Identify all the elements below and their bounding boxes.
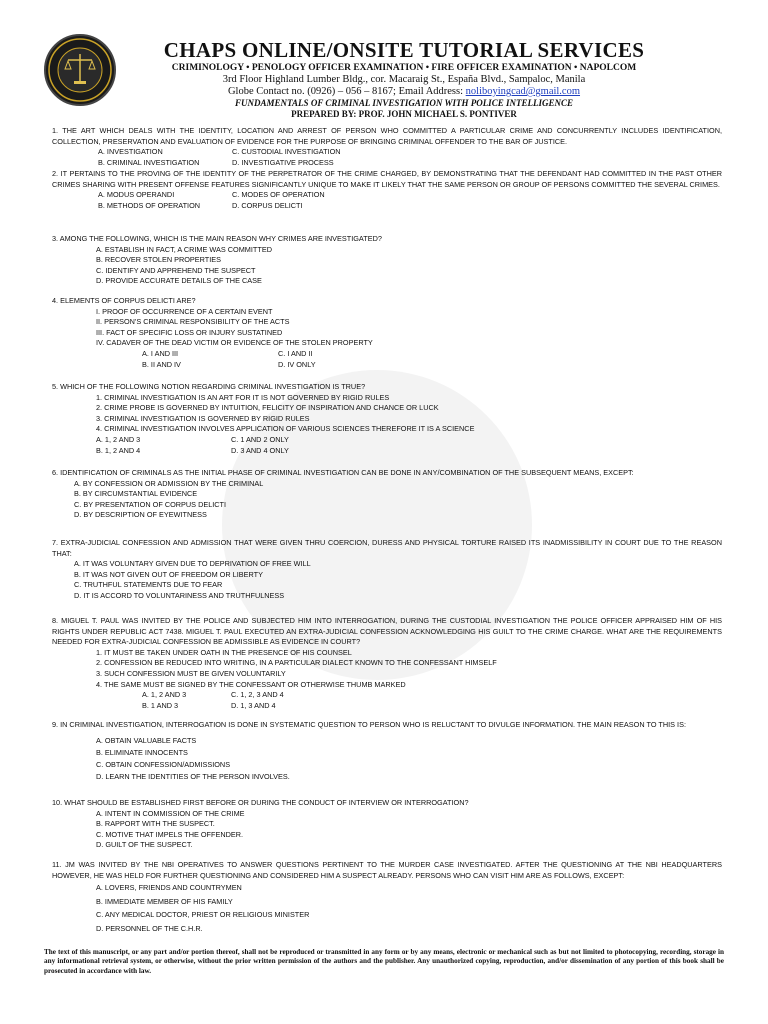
option-a: A. INVESTIGATION [98, 147, 163, 157]
statement-i: I. PROOF OF OCCURRENCE OF A CERTAIN EVENT [96, 306, 273, 316]
option-b: B. IMMEDIATE MEMBER OF HIS FAMILY [96, 896, 233, 906]
option-c: C. ANY MEDICAL DOCTOR, PRIEST OR RELIGIOUS MINISTER [96, 910, 310, 920]
question-text: 11. JM WAS INVITED BY THE NBI OPERATIVES TO ANSWER QUESTIONS PERTINENT TO THE MURDER CASE INVESTIGATED. AFTER THE QUESTIONING AT THE NBI HEADQUARTERS HOWEVER, HE WAS HELD FOR FURTHER QUESTIONING AND CONSIDERED HIM A SUSPECT ALREADY. PERSONS WHO CAN VISIT HIM ARE AS FOLLOWS, EXCEPT: [52, 860, 722, 880]
question-text: 5. WHICH OF THE FOLLOWING NOTION REGARDING CRIMINAL INVESTIGATION IS TRUE? [52, 382, 366, 391]
question-text: 6. IDENTIFICATION OF CRIMINALS AS THE INITIAL PHASE OF CRIMINAL INVESTIGATION CAN BE DONE IN ANY/COMBINATION OF THE SUBSEQUENT MEANS, EXCEPT: [52, 468, 634, 477]
option-a: A. ESTABLISH IN FACT, A CRIME WAS COMMITTED [96, 244, 272, 254]
question-1 [50, 126, 722, 168]
option-d: D. BY DESCRIPTION OF EYEWITNESS [74, 510, 207, 520]
option-d: D. CORPUS DELICTI [232, 200, 303, 210]
question-3 [50, 234, 722, 287]
option-a: A. OBTAIN VALUABLE FACTS [96, 735, 197, 745]
question-text: 8. MIGUEL T. PAUL WAS INVITED BY THE POLICE AND SUBJECTED HIM INTO INTERROGATION, DURING THE CUSTODIAL INVESTIGATION THE POLICE OFFICER APPRAISED HIM OF HIS RIGHTS UNDER REPUBLIC ACT 7438. MIGUEL T. PAUL EXECUTED AN EXTRA-JUDICIAL CONFESSION ACKNOWLEDGING HIS GUILT TO THE CRIME CHARGE. WHAT ARE THE REQUIREMENTS NEEDED FOR EXTRA-JUDICIAL CONFESSION BE ADMISSIBLE AS EVIDENCE IN COURT? [52, 616, 722, 647]
option-a: A. 1, 2 AND 3 [96, 434, 141, 444]
statement-4: 4. CRIMINAL INVESTIGATION INVOLVES APPLICATION OF VARIOUS SCIENCES THEREFORE IT IS A SCIENCE [96, 424, 475, 434]
option-b: B. RECOVER STOLEN PROPERTIES [96, 255, 222, 265]
statement-4: 4. THE SAME MUST BE SIGNED BY THE CONFESSANT OR OTHERWISE THUMB MARKED [96, 679, 406, 689]
option-a: A. 1, 2 AND 3 [142, 690, 187, 700]
option-c: C. I AND II [278, 348, 313, 358]
statement-3: 3. CRIMINAL INVESTIGATION IS GOVERNED BY RIGID RULES [96, 413, 310, 423]
question-6 [50, 468, 722, 521]
address-line: 3rd Floor Highland Lumber Bldg., cor. Macaraig St., España Blvd., Sampaloc, Manila [222, 74, 586, 85]
question-text: 4. ELEMENTS OF CORPUS DELICTI ARE? [52, 296, 196, 305]
statement-1: 1. CRIMINAL INVESTIGATION IS AN ART FOR IT IS NOT GOVERNED BY RIGID RULES [96, 392, 390, 402]
question-9 [50, 720, 722, 783]
question-text: 3. AMONG THE FOLLOWING, WHICH IS THE MAIN REASON WHY CRIMES ARE INVESTIGATED? [52, 234, 382, 243]
option-d: D. IV ONLY [278, 359, 316, 369]
question-text: 10. WHAT SHOULD BE ESTABLISHED FIRST BEFORE OR DURING THE CONDUCT OF INTERVIEW OR INTERROGATION? [52, 798, 469, 807]
statement-ii: II. PERSON'S CRIMINAL RESPONSIBILITY OF THE ACTS [96, 317, 290, 327]
option-d: D. 3 AND 4 ONLY [231, 445, 289, 455]
option-b: B. II AND IV [142, 359, 181, 369]
email-link[interactable]: noliboyingcad@gmail.com [465, 86, 581, 97]
option-b: B. BY CIRCUMSTANTIAL EVIDENCE [74, 489, 198, 499]
statement-iv: IV. CADAVER OF THE DEAD VICTIM OR EVIDENCE OF THE STOLEN PROPERTY [96, 338, 373, 348]
option-a: A. LOVERS, FRIENDS AND COUNTRYMEN [96, 883, 242, 893]
option-b: B. ELIMINATE INNOCENTS [96, 747, 188, 757]
option-b: B. CRIMINAL INVESTIGATION [98, 157, 200, 167]
question-5 [50, 382, 722, 456]
option-d: D. 1, 3 AND 4 [231, 700, 276, 710]
question-8 [50, 616, 722, 711]
option-c: C. MODES OF OPERATION [232, 190, 325, 200]
option-c: C. MOTIVE THAT IMPELS THE OFFENDER. [96, 829, 244, 839]
option-a: A. INTENT IN COMMISSION OF THE CRIME [96, 808, 245, 818]
option-a: A. IT WAS VOLUNTARY GIVEN DUE TO DEPRIVATION OF FREE WILL [74, 559, 311, 569]
question-text: 1. THE ART WHICH DEALS WITH THE IDENTITY, LOCATION AND ARREST OF PERSON WHO COMMITTED A PARTICULAR CRIME AND CONCURRENTLY INCLUDES IDENTIFICATION, COLLECTION, PRESERVATION AND EVALUATION OF EVIDENCE FOR THE PURPOSE OF BRINGING CRIMINAL OFFENDER TO THE BAR OF JUSTICE. [52, 126, 722, 146]
option-a: A. I AND III [142, 348, 179, 358]
statement-3: 3. SUCH CONFESSION MUST BE GIVEN VOLUNTARILY [96, 668, 286, 678]
statement-1: 1. IT MUST BE TAKEN UNDER OATH IN THE PRESENCE OF HIS COUNSEL [96, 647, 352, 657]
option-d: D. PROVIDE ACCURATE DETAILS OF THE CASE [96, 276, 262, 286]
contact-prefix: Globe Contact no. (0926) – 056 – 8167; Email Address: [227, 86, 466, 97]
option-c: C. 1 AND 2 ONLY [231, 434, 289, 444]
option-d: D. INVESTIGATIVE PROCESS [232, 157, 334, 167]
question-text: 7. EXTRA-JUDICIAL CONFESSION AND ADMISSION THAT WERE GIVEN THRU COERCION, DURESS AND PHYSICAL TORTURE RAISED ITS INADMISSIBILITY IN COURT DUE TO THE REASON THAT: [52, 538, 722, 558]
question-4 [50, 296, 722, 370]
option-d: D. GUILT OF THE SUSPECT. [96, 840, 193, 850]
prepared-by: PREPARED BY: PROF. JOHN MICHAEL S. PONTIVER [291, 108, 517, 119]
page-header [0, 38, 768, 119]
question-2 [50, 169, 722, 211]
question-text: 2. IT PERTAINS TO THE PROVING OF THE IDENTITY OF THE PERPETRATOR OF THE CRIME CHARGED, BY DEMONSTRATING THAT THE DEFENDANT HAD COMMITTED IN THE PAST OTHER CRIMES SHARING WITH PRESENT OFFENSE FEATURES SIGNIFICANTLY UNIQUE TO MAKE IT LIKELY THAT THE SAME PERSON OR GROUP OF PERSONS COMMITTED THE SEVERAL CRIMES. [52, 169, 722, 189]
option-b: B. 1, 2 AND 4 [96, 445, 141, 455]
option-c: C. TRUTHFUL STATEMENTS DUE TO FEAR [74, 580, 223, 590]
option-d: D. IT IS ACCORD TO VOLUNTARINESS AND TRUTHFULNESS [74, 590, 285, 600]
question-10 [50, 798, 722, 851]
option-c: C. CUSTODIAL INVESTIGATION [232, 147, 341, 157]
question-text: 9. IN CRIMINAL INVESTIGATION, INTERROGATION IS DONE IN SYSTEMATIC QUESTION TO PERSON WHO IS RELUCTANT TO DIVULGE INFORMATION. THE MAIN REASON TO THIS IS: [52, 720, 686, 729]
option-b: B. 1 AND 3 [142, 700, 179, 710]
question-7 [50, 538, 722, 602]
option-b: B. IT WAS NOT GIVEN OUT OF FREEDOM OR LIBERTY [74, 569, 263, 579]
option-c: C. 1, 2, 3 AND 4 [231, 690, 284, 700]
option-b: B. RAPPORT WITH THE SUSPECT. [96, 819, 215, 829]
option-c: C. IDENTIFY AND APPREHEND THE SUSPECT [96, 265, 256, 275]
statement-iii: III. FACT OF SPECIFIC LOSS OR INJURY SUSTATINED [96, 327, 283, 337]
copyright-notice: The text of this manuscript, or any part and/or portion thereof, shall not be reproduced or transmitted in any form or by any means, electronic or mechanical such as but not limited to photocopying, recording, storage in any informational retrieval system, or otherwise, without the prior written permission of the authors and the publisher. Any unauthorized copying, reproduction, and/or dissemination of any portion of this book shall be prosecuted in accordance with law. [44, 948, 724, 975]
statement-2: 2. CONFESSION BE REDUCED INTO WRITING, IN A PARTICULAR DIALECT KNOWN TO THE CONFESSANT HIMSELF [96, 658, 497, 668]
option-d: D. LEARN THE IDENTITIES OF THE PERSON INVOLVES. [96, 771, 290, 781]
brand-title: CHAPS ONLINE/ONSITE TUTORIAL SERVICES [163, 38, 645, 62]
question-11 [50, 860, 722, 935]
option-c: C. BY PRESENTATION OF CORPUS DELICTI [74, 499, 227, 509]
option-c: C. OBTAIN CONFESSION/ADMISSIONS [96, 759, 231, 769]
contact-line [40, 86, 768, 98]
option-d: D. PERSONNEL OF THE C.H.R. [96, 923, 203, 933]
option-a: A. MODUS OPERANDI [98, 190, 175, 200]
subject-title: FUNDAMENTALS OF CRIMINAL INVESTIGATION WITH POLICE INTELLIGENCE [235, 98, 573, 108]
statement-2: 2. CRIME PROBE IS GOVERNED BY INTUITION, FELICITY OF INSPIRATION AND CHANCE OR LUCK [96, 403, 439, 413]
option-a: A. BY CONFESSION OR ADMISSION BY THE CRIMINAL [74, 478, 264, 488]
option-b: B. METHODS OF OPERATION [98, 200, 201, 210]
exam-list: CRIMINOLOGY • PENOLOGY OFFICER EXAMINATION • FIRE OFFICER EXAMINATION • NAPOLCOM [171, 63, 637, 73]
